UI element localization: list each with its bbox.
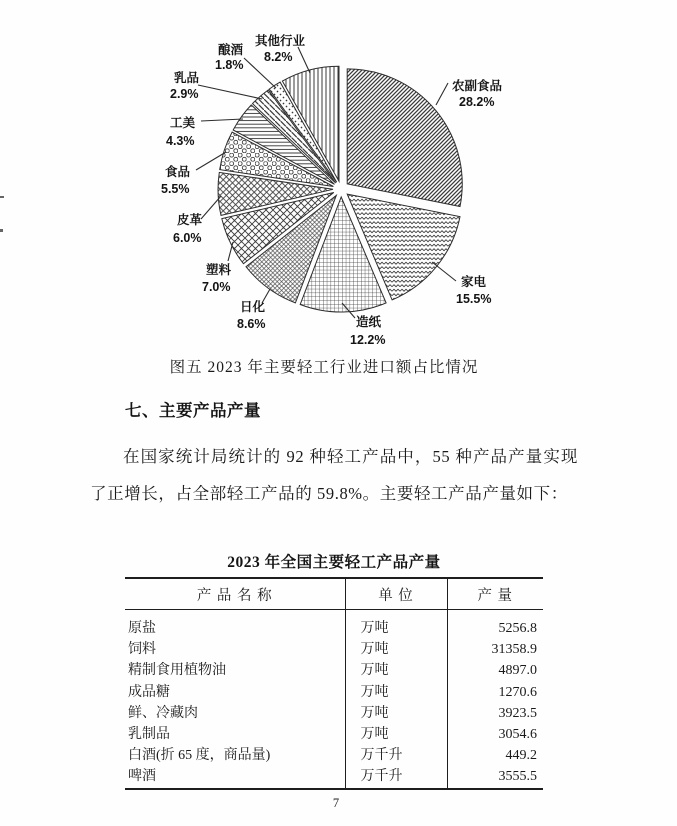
table-row (125, 682, 543, 703)
slice-label: 日化 (240, 300, 266, 314)
cell-unit: 万千升 (345, 746, 447, 767)
slice-label: 食品 (165, 165, 191, 179)
cell-unit: 万吨 (345, 610, 447, 640)
pie-chart (0, 0, 677, 352)
figure-caption: 图五 2023 年主要轻工行业进口额占比情况 (169, 359, 479, 376)
callout-line (201, 119, 243, 121)
products-table-wrap (125, 577, 543, 790)
slice-label: 家电 (461, 275, 487, 289)
callout-line (228, 242, 233, 261)
column-header: 产 品 名 称 (125, 578, 345, 610)
cell-name: 精制食用植物油 (125, 661, 345, 682)
cell-unit: 万千升 (345, 767, 447, 789)
table-row (125, 767, 543, 789)
callout-line (298, 47, 310, 73)
slice-percentage: 28.2% (459, 95, 495, 109)
page-number: 7 (332, 796, 340, 810)
cell-output: 4897.0 (498, 663, 537, 679)
cell-name: 饲料 (125, 640, 345, 661)
slice-label: 皮革 (177, 213, 203, 227)
cell-output: 3054.6 (498, 726, 537, 742)
column-header: 单 位 (345, 578, 447, 610)
slice-percentage: 8.2% (264, 50, 293, 64)
slice-percentage: 15.5% (456, 292, 492, 306)
cell-unit: 万吨 (345, 703, 447, 724)
slice-percentage: 2.9% (170, 87, 199, 101)
cell-output: 3923.5 (498, 705, 537, 721)
slice-label: 农副食品 (452, 79, 503, 93)
table-row (125, 746, 543, 767)
slice-percentage: 8.6% (237, 317, 266, 331)
cell-output: 1270.6 (498, 684, 537, 700)
cell-output: 31358.9 (491, 642, 537, 658)
cell-name: 原盐 (125, 610, 345, 640)
table-row (125, 661, 543, 682)
slice-label: 其他行业 (255, 34, 306, 48)
cell-name: 乳制品 (125, 724, 345, 745)
callout-line (432, 262, 456, 281)
cell-unit: 万吨 (345, 682, 447, 703)
cell-unit: 万吨 (345, 640, 447, 661)
slice-label: 工美 (170, 116, 196, 130)
cell-unit: 万吨 (345, 661, 447, 682)
slice-label: 乳品 (174, 71, 200, 85)
slice-label: 塑料 (206, 263, 232, 277)
cell-unit: 万吨 (345, 724, 447, 745)
products-table (125, 577, 543, 790)
callout-line (436, 83, 448, 105)
cell-output: 3555.5 (498, 769, 537, 785)
cell-output: 449.2 (505, 748, 537, 764)
slice-percentage: 4.3% (166, 134, 195, 148)
slice-percentage: 7.0% (202, 280, 231, 294)
slice-percentage: 12.2% (350, 333, 386, 347)
table-row (125, 724, 543, 745)
cell-output: 5256.8 (498, 621, 537, 636)
slice-percentage: 5.5% (161, 182, 190, 196)
slice-label: 酿酒 (218, 43, 244, 57)
cell-name: 成品糖 (125, 682, 345, 703)
cell-name: 鲜、冷藏肉 (125, 703, 345, 724)
table-row (125, 640, 543, 661)
table-row (125, 703, 543, 724)
slice-label: 造纸 (356, 315, 382, 329)
header-row (125, 578, 543, 610)
column-header: 产 量 (447, 578, 543, 610)
table-row (125, 610, 543, 640)
slice-percentage: 1.8% (215, 58, 244, 72)
slice-percentage: 6.0% (173, 231, 202, 245)
cell-name: 啤酒 (125, 767, 345, 789)
callout-line (198, 85, 262, 99)
body-paragraph: 在国家统计局统计的 92 种轻工产品中，55 种产品产量实现了正增长，占全部轻工产品的 59.8%。主要轻工产品产量如下： (90, 447, 578, 503)
cell-name: 白酒(折 65 度，商品量) (125, 746, 345, 767)
callout-line (201, 196, 221, 219)
section-heading: 七、主要产品产量 (125, 401, 261, 420)
table-title: 2023 年全国主要轻工产品产量 (227, 554, 441, 571)
